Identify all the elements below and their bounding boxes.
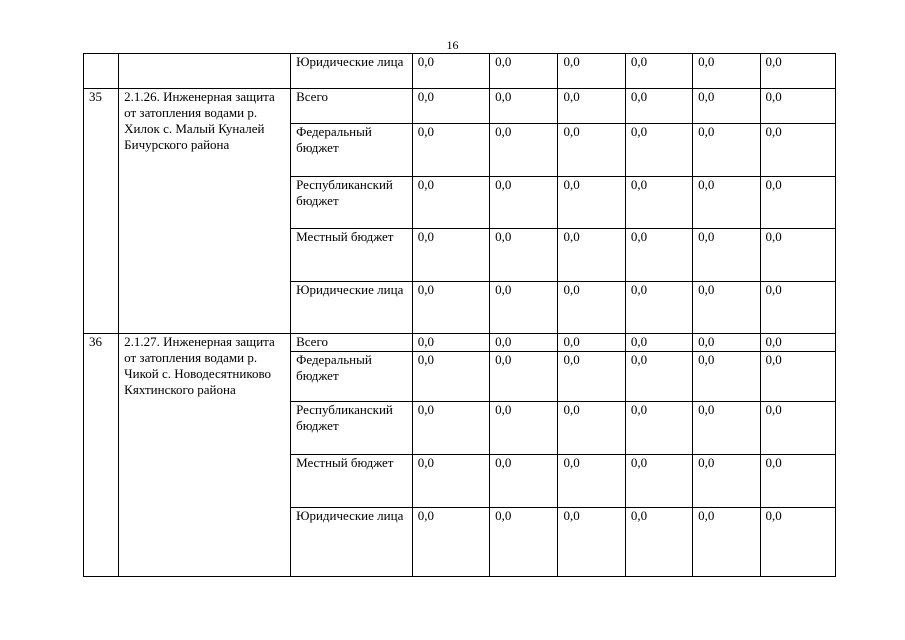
value-cell: 0,0 — [490, 508, 558, 577]
value-cell: 0,0 — [625, 229, 692, 282]
value-cell: 0,0 — [412, 402, 489, 455]
funding-source-cell: Юридические лица — [291, 508, 413, 577]
value-cell: 0,0 — [558, 402, 625, 455]
value-cell: 0,0 — [490, 54, 558, 89]
funding-source-cell: Местный бюджет — [291, 229, 413, 282]
value-cell: 0,0 — [625, 177, 692, 229]
value-cell: 0,0 — [558, 177, 625, 229]
value-cell: 0,0 — [625, 352, 692, 402]
value-cell: 0,0 — [412, 124, 489, 177]
value-cell: 0,0 — [625, 124, 692, 177]
value-cell: 0,0 — [490, 334, 558, 352]
value-cell: 0,0 — [558, 352, 625, 402]
value-cell: 0,0 — [558, 334, 625, 352]
value-cell: 0,0 — [693, 402, 760, 455]
value-cell: 0,0 — [760, 229, 835, 282]
value-cell: 0,0 — [412, 455, 489, 508]
value-cell: 0,0 — [625, 508, 692, 577]
value-cell: 0,0 — [760, 334, 835, 352]
value-cell: 0,0 — [558, 124, 625, 177]
funding-source-cell: Местный бюджет — [291, 455, 413, 508]
value-cell: 0,0 — [760, 455, 835, 508]
value-cell: 0,0 — [625, 54, 692, 89]
funding-source-cell: Республиканский бюджет — [291, 177, 413, 229]
value-cell: 0,0 — [558, 229, 625, 282]
value-cell: 0,0 — [693, 334, 760, 352]
row-number-cell — [84, 54, 119, 89]
value-cell: 0,0 — [490, 229, 558, 282]
table-row — [84, 334, 836, 352]
value-cell: 0,0 — [760, 402, 835, 455]
value-cell: 0,0 — [490, 455, 558, 508]
value-cell: 0,0 — [693, 229, 760, 282]
page-number: 16 — [446, 38, 459, 52]
budget-table — [83, 53, 836, 577]
value-cell: 0,0 — [693, 89, 760, 124]
value-cell: 0,0 — [412, 508, 489, 577]
funding-source-cell: Юридические лица — [291, 282, 413, 334]
value-cell: 0,0 — [625, 334, 692, 352]
value-cell: 0,0 — [412, 334, 489, 352]
table-body — [84, 54, 836, 577]
row-number-cell: 36 — [84, 334, 119, 577]
value-cell: 0,0 — [558, 54, 625, 89]
value-cell: 0,0 — [693, 54, 760, 89]
value-cell: 0,0 — [760, 124, 835, 177]
value-cell: 0,0 — [693, 352, 760, 402]
table-row — [84, 54, 836, 89]
activity-name-cell — [119, 54, 291, 89]
value-cell: 0,0 — [412, 352, 489, 402]
value-cell: 0,0 — [625, 402, 692, 455]
value-cell: 0,0 — [625, 455, 692, 508]
funding-source-cell: Федеральный бюджет — [291, 124, 413, 177]
value-cell: 0,0 — [760, 352, 835, 402]
value-cell: 0,0 — [693, 124, 760, 177]
activity-name-cell: 2.1.27. Инженерная защита от затопления водами р. Чикой с. Новодесятниково Кяхтинского района — [119, 334, 291, 577]
value-cell: 0,0 — [760, 282, 835, 334]
value-cell: 0,0 — [760, 89, 835, 124]
value-cell: 0,0 — [490, 352, 558, 402]
value-cell: 0,0 — [412, 54, 489, 89]
value-cell: 0,0 — [625, 89, 692, 124]
value-cell: 0,0 — [490, 124, 558, 177]
value-cell: 0,0 — [412, 282, 489, 334]
funding-source-cell: Федеральный бюджет — [291, 352, 413, 402]
row-number-cell: 35 — [84, 89, 119, 334]
table-row — [84, 89, 836, 124]
funding-source-cell: Республиканский бюджет — [291, 402, 413, 455]
value-cell: 0,0 — [490, 89, 558, 124]
value-cell: 0,0 — [693, 282, 760, 334]
value-cell: 0,0 — [490, 282, 558, 334]
value-cell: 0,0 — [625, 282, 692, 334]
value-cell: 0,0 — [693, 177, 760, 229]
value-cell: 0,0 — [558, 508, 625, 577]
value-cell: 0,0 — [490, 177, 558, 229]
value-cell: 0,0 — [693, 508, 760, 577]
funding-source-cell: Всего — [291, 89, 413, 124]
value-cell: 0,0 — [558, 455, 625, 508]
value-cell: 0,0 — [760, 177, 835, 229]
value-cell: 0,0 — [412, 89, 489, 124]
activity-name-cell: 2.1.26. Инженерная защита от затопления водами р. Хилок с. Малый Куналей Бичурского района — [119, 89, 291, 334]
value-cell: 0,0 — [760, 54, 835, 89]
value-cell: 0,0 — [558, 89, 625, 124]
value-cell: 0,0 — [490, 402, 558, 455]
funding-source-cell: Всего — [291, 334, 413, 352]
funding-source-cell: Юридические лица — [291, 54, 413, 89]
value-cell: 0,0 — [412, 177, 489, 229]
value-cell: 0,0 — [693, 455, 760, 508]
value-cell: 0,0 — [760, 508, 835, 577]
value-cell: 0,0 — [412, 229, 489, 282]
value-cell: 0,0 — [558, 282, 625, 334]
